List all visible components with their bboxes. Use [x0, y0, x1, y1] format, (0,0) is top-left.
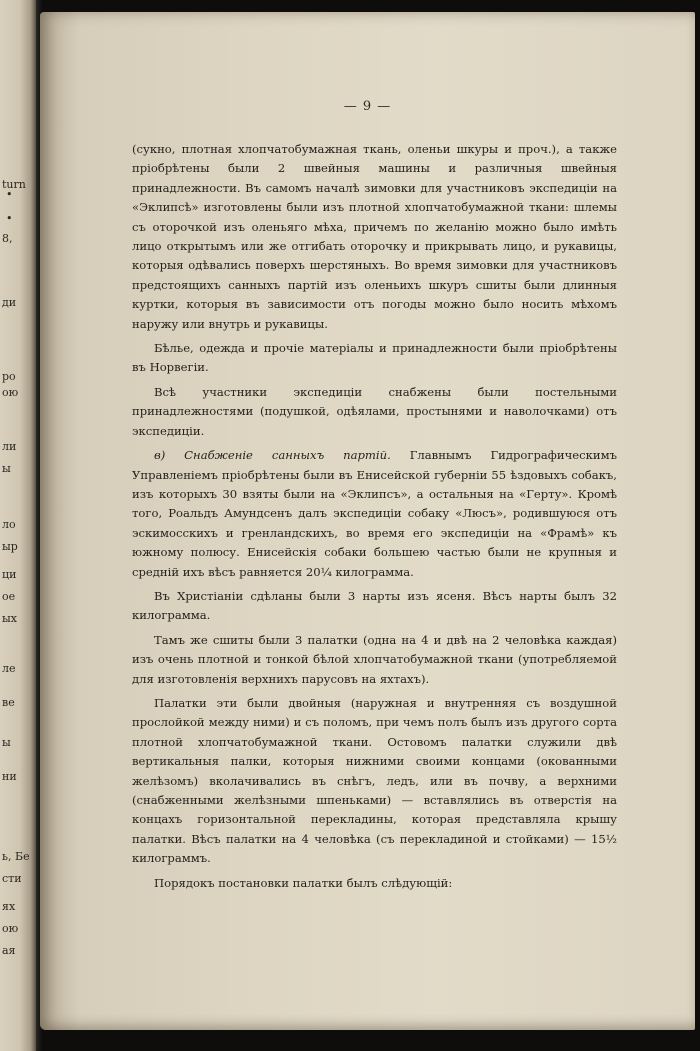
paragraph-linen: Бѣлье, одежда и прочіе матеріалы и принадлежности были пріобрѣтены въ Норвегіи.	[132, 341, 617, 375]
paragraph-clothing: (сукно, плотная хлопчатобумажная ткань, оленьи шкуры и проч.), а также пріобрѣтены были 2 швейныя машины и различныя швейныя принадлежности. Въ самомъ началѣ зимовки для участниковъ экспедиціи на «Эклипсѣ» изготовлены были изъ плотной хлопчатобумажной ткани: шлемы съ оторочкой изъ оленьяго мѣха, причемъ по желанію можно было имѣть лицо открытымъ или же отгибать оторочку и прикрывать лицо, и рукавицы, которыя одѣвались поверхъ шерстяныхъ. Во время зимовки для участниковъ предстоящихъ санныхъ партій изъ оленьихъ шкуръ сшиты были длинныя куртки, которыя въ зависимости отъ погоды можно было носить мѣхомъ наружу или внутрь и рукавицы.	[132, 142, 617, 331]
left-page-fragment: turn	[2, 178, 26, 191]
left-page-fragment: ло	[2, 518, 16, 531]
left-page-fragment: ци	[2, 568, 17, 581]
left-page-fragment: •	[6, 188, 13, 201]
left-page-fragment: ди	[2, 296, 17, 309]
left-page-fragment: 8,	[2, 232, 13, 245]
paragraph-tent-structure: Палатки эти были двойныя (наружная и внутренняя съ воздушной прослойкой между ними) и съ поломъ, при чемъ полъ былъ изъ другого сорта плотной хлопчатобумажной ткани. Остовомъ палатки служили двѣ вертикальныя палки, которыя нижними своими концами (окованными желѣзомъ) вколачивались въ снѣгъ, ледъ, или въ почву, а верхними (снабженными желѣзными шпеньками) — вставлялись въ отверстія на концахъ горизонтальной перекладины, которая представляла крышу палатки. Вѣсъ палатки на 4 человѣка (съ перекладиной и стойками) — 15½ килограммъ.	[132, 695, 617, 866]
left-page-fragment: сти	[2, 872, 22, 885]
paragraph-tents: Тамъ же сшиты были 3 палатки (одна на 4 и двѣ на 2 человѣка каждая) изъ очень плотной и тонкой бѣлой хлопчатобумажной ткани (употребляемой для изготовленія верхнихъ парусовъ на яхтахъ).	[132, 632, 617, 686]
left-page-fragment: ли	[2, 440, 17, 453]
section-heading-sledge-parties: в) Снабженіе санныхъ партій.	[154, 448, 391, 463]
left-page-fragment: ое	[2, 590, 16, 603]
left-page-fragment: ях	[2, 900, 16, 913]
left-page-fragment: ою	[2, 386, 19, 399]
paragraph-tent-setup: Порядокъ постановки палатки былъ слѣдующій:	[154, 875, 453, 890]
body-text	[132, 140, 617, 898]
paragraph-sledge-supplies	[132, 446, 617, 582]
left-page-fragment: ых	[2, 612, 17, 625]
left-page-fragment: ая	[2, 944, 16, 957]
left-page-fragment: ыр	[2, 540, 18, 553]
paragraph-sledge-text: Главнымъ Гидрографическимъ Управленіемъ пріобрѣтены были въ Енисейской губерніи 55 ѣздовыхъ собакъ, изъ которыхъ 30 взяты были на «Эклипсъ», а остальныя на «Герту». Кромѣ того, Роальдъ Амундсенъ далъ экспедиціи собаку «Люсъ», родившуюся отъ эскимосскихъ и гренландскихъ, во время его экспедиціи на «Фрамѣ» къ южному полюсу. Енисейскія собаки большею частью были не крупныя и средній ихъ вѣсъ равняется 20¼ килограмма.	[132, 448, 617, 579]
left-page-fragment: ро	[2, 370, 16, 383]
left-page-fragment: ою	[2, 922, 19, 935]
left-page-fragment: ле	[2, 662, 16, 675]
paragraph-bedding: Всѣ участники экспедиціи снабжены были постельными принадлежностями (подушкой, одѣялами, простынями и наволочками) отъ экспедиціи.	[132, 384, 617, 438]
left-page-fragment: ве	[2, 696, 15, 709]
book-page	[40, 12, 695, 1030]
left-page-edge	[0, 0, 36, 1051]
left-page-fragment: ы	[2, 736, 11, 749]
left-page-fragment: ь, Бе	[2, 850, 30, 863]
left-page-fragment: ы	[2, 462, 11, 475]
page-number: — 9 —	[343, 99, 392, 114]
left-page-fragment: ни	[2, 770, 17, 783]
paragraph-sledges: Въ Христіаніи сдѣланы были 3 нарты изъ ясеня. Вѣсъ нарты былъ 32 килограмма.	[132, 588, 617, 623]
left-page-fragment: •	[6, 212, 13, 225]
